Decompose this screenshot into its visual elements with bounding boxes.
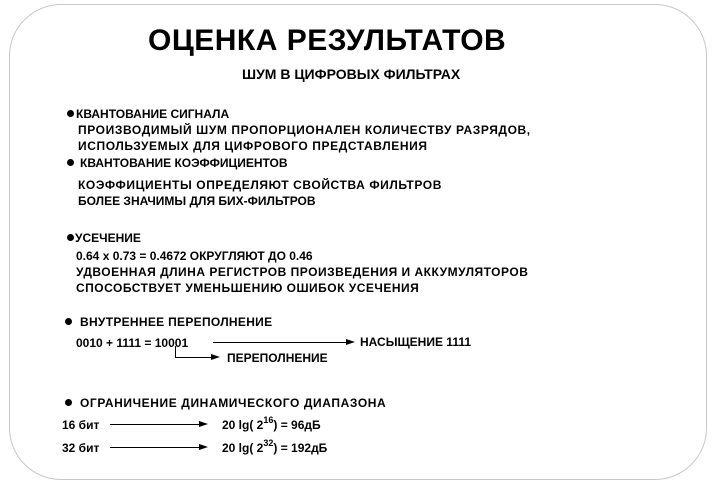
overflow-arrow-line [175, 357, 212, 358]
arrow-right-icon [199, 444, 208, 450]
bullet-icon [65, 318, 72, 325]
coefficients-line-2: БОЛЕЕ ЗНАЧИМЫ ДЛЯ БИХ-ФИЛЬТРОВ [78, 194, 316, 208]
truncation-line-1: УДВОЕННАЯ ДЛИНА РЕГИСТРОВ ПРОИЗВЕДЕНИЯ И АККУМУЛЯТОРОВ [76, 265, 529, 279]
quantization-line-2: ИСПОЛЬЗУЕМЫХ ДЛЯ ЦИФРОВОГО ПРЕДСТАВЛЕНИЯ [78, 139, 428, 153]
overflow-equation: 0010 + 1111 = 10001 [76, 336, 189, 350]
formula-exponent: 32 [263, 438, 274, 448]
coefficients-heading: КВАНТОВАНИЕ КОЭФФИЦИЕНТОВ [80, 156, 288, 170]
coefficients-line-1: КОЭФФИЦИЕНТЫ ОПРЕДЕЛЯЮТ СВОЙСТВА ФИЛЬТРОВ [78, 178, 442, 192]
overflow-label: ПЕРЕПОЛНЕНИЕ [227, 351, 328, 365]
formula-exponent: 16 [263, 415, 274, 425]
saturation-arrow-line [213, 342, 347, 343]
truncation-example: 0.64 x 0.73 = 0.4672 ОКРУГЛЯЮТ ДО 0.46 [76, 249, 313, 263]
bullet-icon [67, 110, 74, 117]
bullet-icon [65, 399, 72, 406]
formula-32 [222, 438, 328, 455]
truncation-line-2: СПОСОБСТВУЕТ УМЕНЬШЕНИЮ ОШИБОК УСЕЧЕНИЯ [76, 281, 420, 295]
bits-label-16: 16 бит [62, 418, 100, 432]
formula-suffix: ) = 96дБ [273, 418, 321, 432]
arrow-right-icon [346, 339, 355, 345]
saturation-label: НАСЫЩЕНИЕ 1111 [360, 335, 472, 349]
arrow-line [110, 447, 200, 448]
formula-suffix: ) = 192дБ [273, 441, 328, 455]
slide-subtitle: ШУМ В ЦИФРОВЫХ ФИЛЬТРАХ [242, 66, 461, 82]
quantization-line-1: ПРОИЗВОДИМЫЙ ШУМ ПРОПОРЦИОНАЛЕН КОЛИЧЕСТВУ РАЗРЯДОВ, [78, 123, 531, 137]
formula-prefix: 20 lg( 2 [222, 418, 264, 432]
arrow-right-icon [211, 354, 220, 360]
slide-title: ОЦЕНКА РЕЗУЛЬТАТОВ [148, 24, 507, 57]
formula-16 [222, 415, 321, 432]
bits-label-32: 32 бит [62, 441, 100, 455]
truncation-heading: УСЕЧЕНИЕ [75, 231, 141, 245]
arrow-right-icon [199, 421, 208, 427]
arrow-line [110, 424, 200, 425]
formula-prefix: 20 lg( 2 [222, 441, 264, 455]
overflow-heading: ВНУТРЕННЕЕ ПЕРЕПОЛНЕНИЕ [80, 315, 273, 329]
quantization-heading: КВАНТОВАНИЕ СИГНАЛА [76, 107, 230, 121]
bullet-icon [67, 159, 74, 166]
dynamic-range-heading: ОГРАНИЧЕНИЕ ДИНАМИЧЕСКОГО ДИАПАЗОНА [80, 396, 387, 410]
bullet-icon [67, 234, 74, 241]
